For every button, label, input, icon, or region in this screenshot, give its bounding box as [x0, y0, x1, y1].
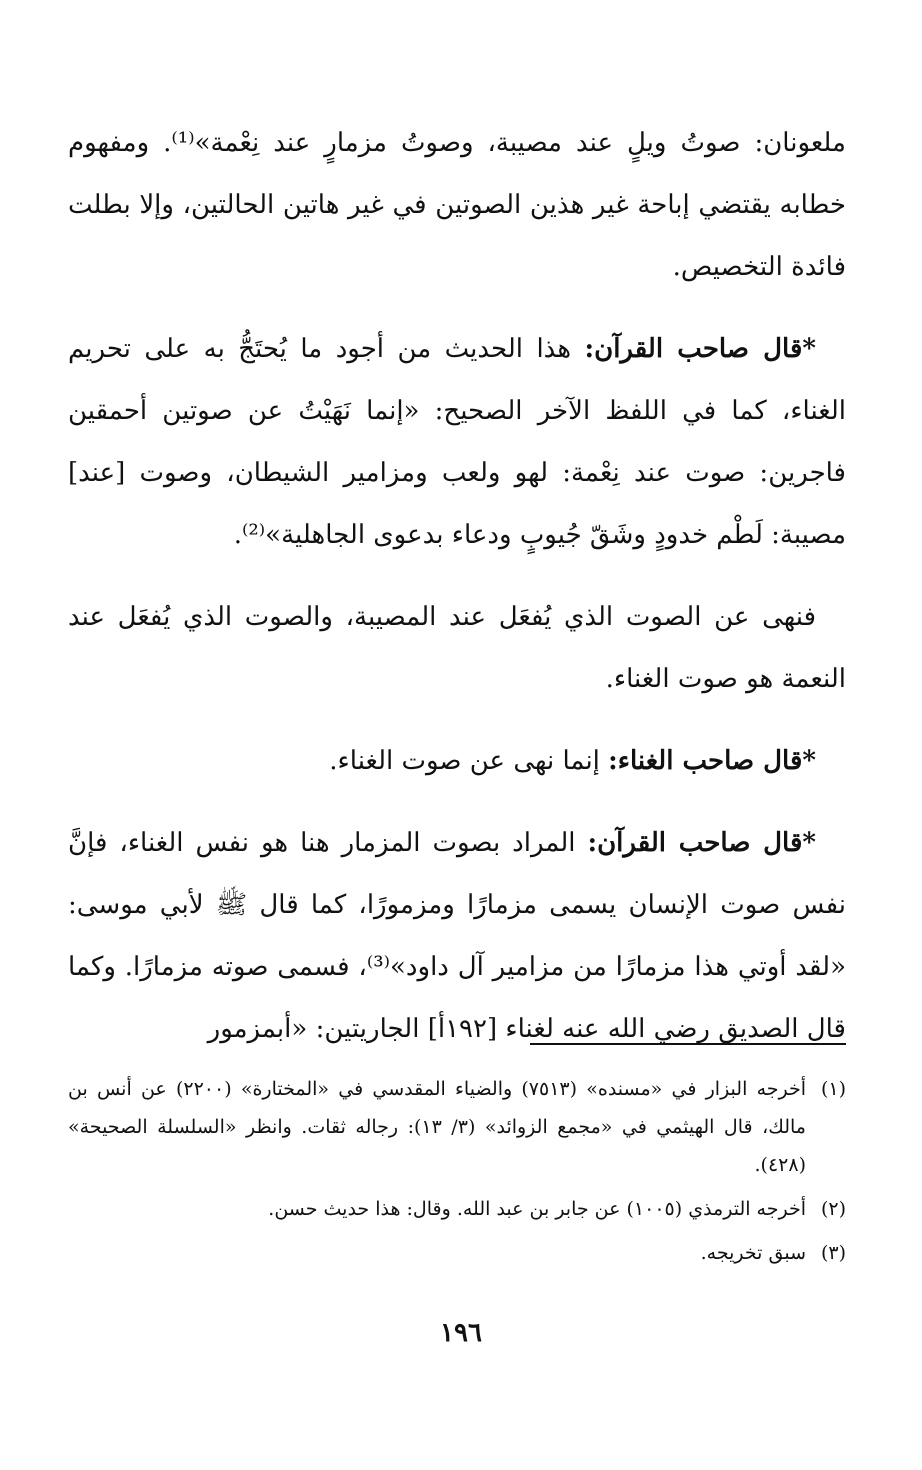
main-text — [68, 112, 846, 1080]
paragraph-lead: *قال صاحب القرآن: — [584, 334, 816, 364]
footnote-3 — [68, 1234, 846, 1272]
paragraph-5 — [68, 812, 846, 1060]
footnote-text: أخرجه البزار في «مسنده» (٧٥١٣) والضياء المقدسي في «المختارة» (٢٢٠٠) عن أنس بن مالك، قال الهيثمي في «مجمع الزوائد» (٣/ ١٣): رجاله ثقات. وانظر «السلسلة الصحيحة» (٤٢٨). — [68, 1078, 807, 1176]
paragraph-4 — [68, 730, 846, 792]
footnote-number: (١) — [820, 1078, 846, 1100]
paragraph-text: ملعونان: صوتُ ويلٍ عند مصيبة، وصوتُ مزمارٍ عند نِعْمة»⁽¹⁾. ومفهوم خطابه يقتضي إباحة غير هذين الصوتين في غير هاتين الحالتين، وإلا بطلت فائدة التخصيص. — [68, 128, 846, 282]
footnote-separator — [530, 1043, 846, 1045]
paragraph-text: فنهى عن الصوت الذي يُفعَل عند المصيبة، والصوت الذي يُفعَل عند النعمة هو صوت الغناء. — [68, 602, 846, 694]
footnotes — [68, 1070, 846, 1278]
footnote-number: (٢) — [820, 1198, 846, 1220]
paragraph-text: المراد بصوت المزمار هنا هو نفس الغناء، فإنَّ نفس صوت الإنسان يسمى مزمارًا ومزمورًا، كما قال ﷺ لأبي موسى: «لقد أوتي هذا مزمارًا من مزامير آل داود»⁽³⁾، فسمى صوته مزمارًا. وكما قال الصديق رضي الله عنه لغناء [١٩٢أ] الجاريتين: «أبمزمور — [68, 828, 846, 1044]
paragraph-3 — [68, 586, 846, 710]
paragraph-text: إنما نهى عن صوت الغناء. — [329, 746, 609, 776]
footnote-text: سبق تخريجه. — [700, 1242, 806, 1264]
paragraph-1 — [68, 112, 846, 298]
footnote-1 — [68, 1070, 846, 1184]
paragraph-lead: *قال صاحب الغناء: — [608, 746, 816, 776]
paragraph-2 — [68, 318, 846, 566]
footnote-2 — [68, 1190, 846, 1228]
footnote-number: (٣) — [820, 1242, 846, 1264]
footnote-text: أخرجه الترمذي (١٠٠٥) عن جابر بن عبد الله. وقال: هذا حديث حسن. — [268, 1198, 806, 1220]
page-number: ١٩٦ — [440, 1318, 482, 1348]
paragraph-lead: *قال صاحب القرآن: — [587, 828, 817, 858]
paragraph-text: هذا الحديث من أجود ما يُحتَجُّ به على تحريم الغناء، كما في اللفظ الآخر الصحيح: «إنما نَهَيْتُ عن صوتين أحمقين فاجرين: صوت عند نِعْمة: لهو ولعب ومزامير الشيطان، وصوت [عند] مصيبة: لَطْم خدودٍ وشَقّ جُيوبٍ ودعاء بدعوى الجاهلية»⁽²⁾. — [68, 334, 846, 550]
